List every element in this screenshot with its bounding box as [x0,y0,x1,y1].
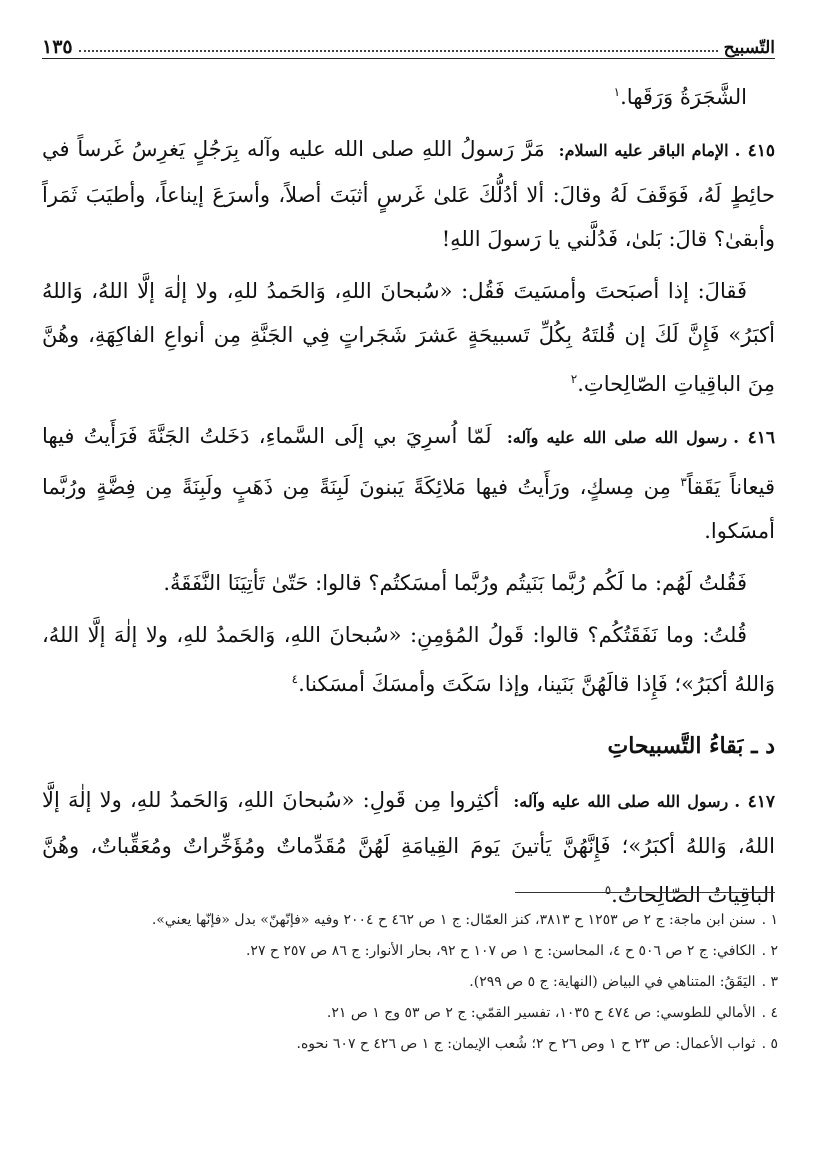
continuation-text: الشَّجَرَةُ وَرَقَها.$^١$ [613,85,747,109]
footnote-ref: ٥ [604,883,612,897]
running-header [42,28,775,59]
footnote-ref: ١ [613,85,621,99]
footnote: ٢ .الكافي: ج ٢ ص ٥٠٦ ح ٤، المحاسن: ج ١ ص ١٠٧ ح ٩٢، بحار الأنوار: ج ٨٦ ص ٢٥٧ ح ٢٧. [245,943,778,959]
footnote: ٣ .اليَقَقُ: المتناهي في البياض (النهاية: ج ٥ ص ٢٩٩). [469,974,778,990]
dotted-leader [79,50,718,52]
hadith-number: ٤١٧ . [734,792,775,812]
hadith-415-continuation: فَقالَ: إذا أصبَحتَ وأمسَيتَ فَقُل: «سُبحانَ اللهِ، وَالحَمدُ للهِ، ولا إلٰهَ إلَّا اللهُ، وَاللهُ أكبَرُ» فَإِنَّ لَكَ إن قُلتَهُ بِكُلِّ تَسبيحَةٍ عَشرَ شَجَراتٍ فِي الجَنَّةِ مِن أنواعِ الفاكِهَةِ، وهُنَّ مِنَ الباقِياتِ الصّالِحاتِ.$^٢$ [42,279,775,396]
hadith-narrator: رسول الله صلى الله عليه وآله: [513,792,729,811]
hadith-416 [42,414,775,553]
main-text [42,70,775,925]
hadith-text: مِن مِسكٍ، ورَأَيتُ فيها مَلائِكَةً يَبنونَ لَبِنَةً مِن ذَهَبٍ ولَبِنَةً مِن فِضَّةٍ ورُبَّما أمسَكوا. [42,475,775,543]
footnote: ٥ .ثواب الأعمال: ص ٢٣ ح ١ وص ٢٦ ح ٢؛ شُعب الإيمان: ج ١ ص ٤٢٦ ح ٦٠٧ نحوه. [296,1036,778,1052]
hadith-number: ٤١٥ . [734,141,776,161]
hadith-narrator: الإمام الباقر عليه السلام: [558,141,729,160]
section-heading: د ـ بَقاءُ التَّسبيحاتِ [607,733,775,759]
hadith-number: ٤١٦ . [733,428,775,448]
hadith-417 [42,778,775,917]
hadith-text: مَرَّ رَسولُ اللهِ صلى الله عليه وآله بِرَجُلٍ يَغرِسُ غَرساً في حائِطٍ لَهُ، فَوَقَفَ لَهُ وقالَ: ألا أدُلُّكَ عَلىٰ غَرسٍ أثبَتَ أصلاً، وأسرَعَ إيناعاً، وأطيَبَ ثَمَراً وأبقىٰ؟ قالَ: بَلىٰ، فَدُلَّني يا رَسولَ اللهِ! [42,137,775,251]
hadith-415 [42,127,775,261]
hadith-416-continuation: فَقُلتُ لَهُم: ما لَكُم رُبَّما بَنَيتُم ورُبَّما أمسَكتُم؟ قالوا: حَتّىٰ تَأتِيَنَا النَّفَقَةُ. [163,571,747,595]
hadith-text: لَمّا اُسرِيَ بي إلَى السَّماءِ، دَخَلتُ الجَنَّةَ فَرَأَيتُ فيها قيعاناً يَقَقاً [42,424,775,499]
footnote-ref: ٤ [291,672,299,686]
hadith-416-continuation: قُلتُ: وما نَفَقَتُكُم؟ قالوا: قَولُ المُؤمِنِ: «سُبحانَ اللهِ، وَالحَمدُ للهِ، ولا إلٰهَ إلَّا اللهُ، وَاللهُ أكبَرُ»؛ فَإِذا قالَهُنَّ بَنَينا، وإذا سَكَتَ وأمسَكَ أمسَكنا.$^٤$ [42,623,775,696]
page-number: ١٣٥ [42,36,73,58]
footnotes [48,906,778,1061]
hadith-text: أكثِروا مِن قَولِ: «سُبحانَ اللهِ، وَالحَمدُ للهِ، ولا إلٰهَ إلَّا اللهُ، وَاللهُ أكبَرُ»؛ فَإِنَّهُنَّ يَأتينَ يَومَ القِيامَةِ لَهُنَّ مُقَدِّماتٌ ومُؤَخِّراتٌ ومُعَقِّباتٌ، وهُنَّ الباقِياتُ الصّالِحاتُ. [42,788,775,907]
hadith-narrator: رسول الله صلى الله عليه وآله: [506,428,728,447]
footnote: ٤ .الأمالي للطوسي: ص ٤٧٤ ح ١٠٣٥، تفسير القمّي: ج ٢ ص ٥٣ وج ١ ص ٢١. [326,1005,778,1021]
footnote-ref: ٢ [570,372,578,386]
footnote-divider [515,892,775,893]
chapter-title: التّسبيح [723,38,775,58]
footnote-ref: ٣ [680,475,687,489]
footnote: ١ .سنن ابن ماجة: ج ٢ ص ١٢٥٣ ح ٣٨١٣، كنز العمّال: ج ١ ص ٤٦٢ ح ٢٠٠٤ وفيه «فإنّهنّ» بدل «فإنّها يعني». [151,912,778,928]
